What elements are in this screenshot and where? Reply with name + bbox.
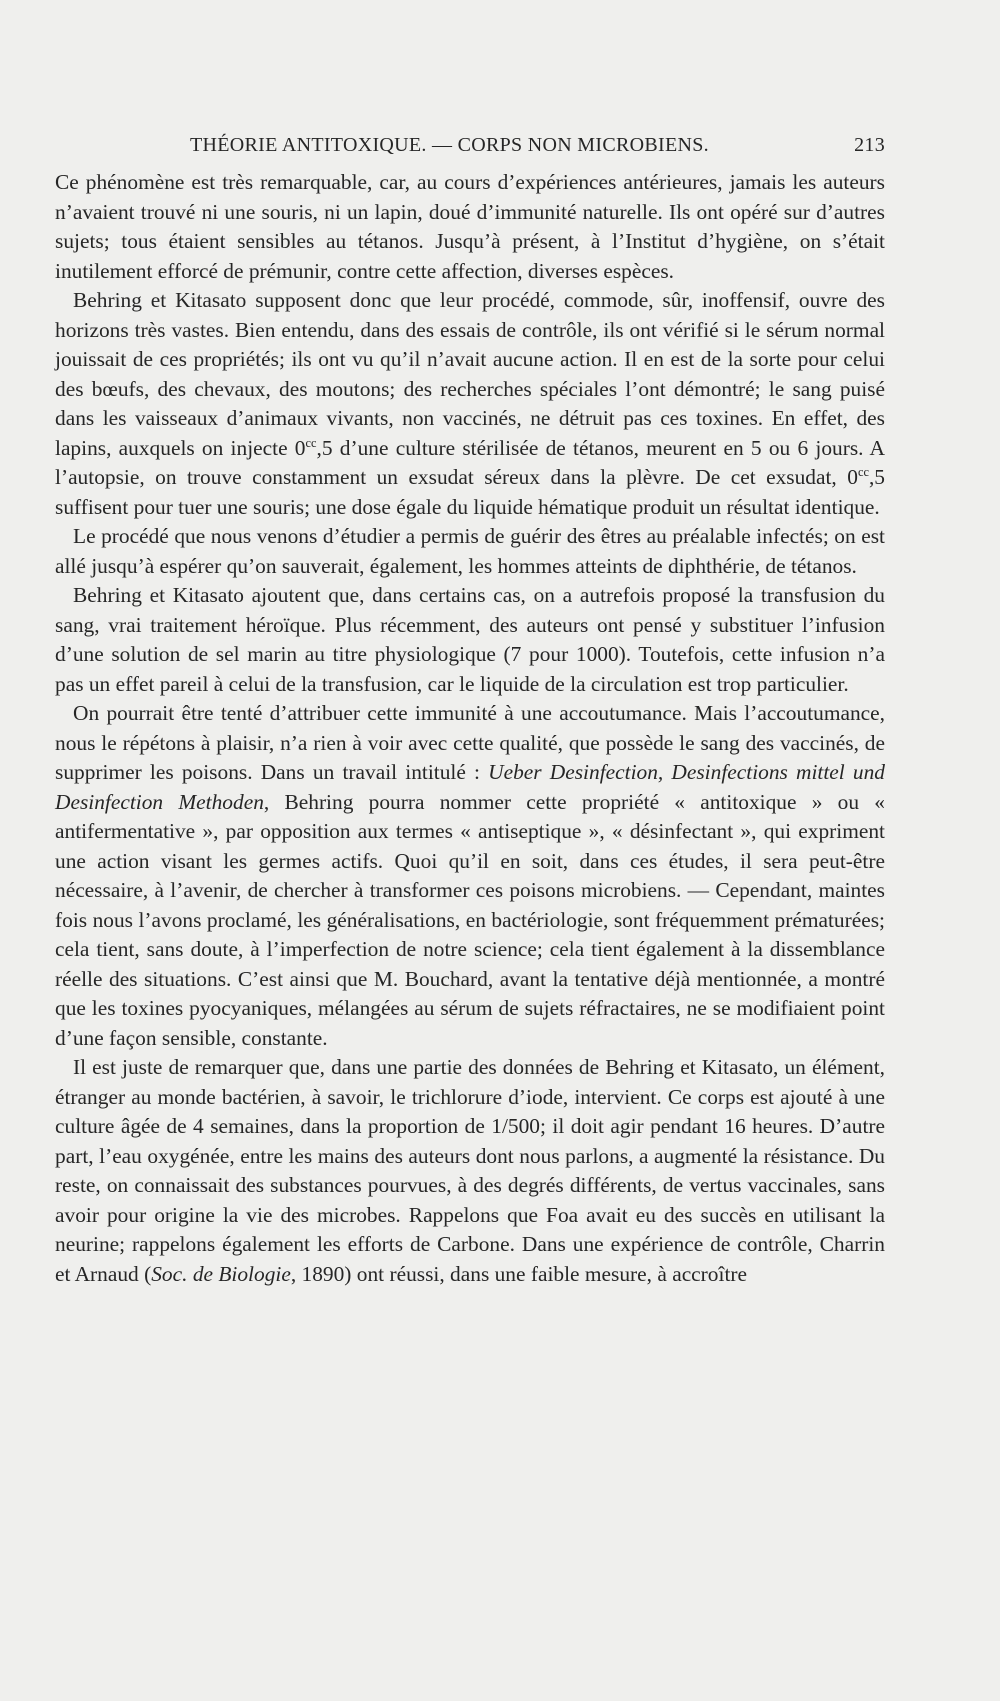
paragraph-2-text-3: ,5 suffisent pour tuer une souris; une dose égale du liquide hématique produit un résultat identique.	[55, 465, 885, 519]
paragraph-4-text: Behring et Kitasato ajoutent que, dans certains cas, on a autrefois proposé la transfusion du sang, vrai traitement héroïque. Plus récemment, des auteurs ont pensé y substituer l’infusion d’une solution de sel marin au titre physiologique (7 pour 1000). Toutefois, cette infusion n’a pas un effet pareil à celui de la transfusion, car le liquide de la circulation est trop particulier.	[55, 583, 885, 696]
cited-journal: Soc. de Biologie	[151, 1261, 291, 1286]
paragraph-6-text-2: , 1890) ont réussi, dans une faible mesure, à accroître	[290, 1261, 747, 1286]
paragraph-1-text: Ce phénomène est très remarquable, car, au cours d’expériences antérieures, jamais les auteurs n’avaient trouvé ni une souris, ni un lapin, doué d’immunité naturelle. Ils ont opéré sur d’autres sujets; tous étaient sensibles au tétanos. Jusqu’à présent, à l’Institut d’hygiène, on s’était inutilement efforcé de prémunir, contre cette affection, diverses espèces.	[55, 170, 885, 283]
cubic-centimeter-superscript: cc	[305, 435, 317, 450]
paragraph-6	[55, 1053, 885, 1289]
paragraph-6-text-1: Il est juste de remarquer que, dans une partie des données de Behring et Kitasato, un élément, étranger au monde bactérien, à savoir, le trichlorure d’iode, intervient. Ce corps est ajouté à une culture âgée de 4 semaines, dans la proportion de 1/500; il doit agir pendant 16 heures. D’autre part, l’eau oxygénée, entre les mains des auteurs dont nous parlons, a augmenté la résistance. Du reste, on connaissait des substances pourvues, à des degrés différents, de vertus vaccinales, sans avoir pour origine la vie des microbes. Rappelons que Foa avait eu des succès en utilisant la neurine; rappelons également les efforts de Carbone. Dans une expérience de contrôle, Charrin et Arnaud (	[55, 1055, 885, 1286]
paragraph-1	[55, 168, 885, 286]
paragraph-5-text-2: , Behring pourra nommer cette propriété « antitoxique » ou « antifermentative », par opposition aux termes « antiseptique », « désinfectant », qui expriment une action visant les germes actifs. Quoi qu’il en soit, dans ces études, il sera peut-être nécessaire, à l’avenir, de chercher à transformer ces poisons microbiens. — Cependant, maintes fois nous l’avons proclamé, les généralisations, en bactériologie, sont fréquemment prématurées; cela tient, sans doute, à l’imperfection de notre science; cela tient également à la dissemblance réelle des situations. C’est ainsi que M. Bouchard, avant la tentative déjà mentionnée, a montré que les toxines pyocyaniques, mélangées au sérum de sujets réfractaires, ne se modifiaient point d’une façon sensible, constante.	[55, 789, 885, 1050]
text-block	[55, 134, 885, 1289]
paragraph-3	[55, 522, 885, 581]
running-title: THÉORIE ANTITOXIQUE. — CORPS NON MICROBIENS.	[190, 134, 709, 156]
cubic-centimeter-superscript: cc	[857, 464, 869, 479]
body-text	[55, 168, 885, 1289]
page-number: 213	[854, 134, 885, 156]
paragraph-2-text-2: ,5 d’une culture stérilisée de tétanos, meurent en 5 ou 6 jours. A l’autopsie, on trouve constamment un exsudat séreux dans la plèvre. De cet exsudat, 0	[55, 435, 885, 489]
paragraph-3-text: Le procédé que nous venons d’étudier a permis de guérir des êtres au préalable infectés; on est allé jusqu’à espérer qu’on sauverait, également, les hommes atteints de diphthérie, de tétanos.	[55, 524, 885, 578]
paragraph-5-text-1: On pourrait être tenté d’attribuer cette immunité à une accoutumance. Mais l’accoutumance, nous le répétons à plaisir, n’a rien à voir avec cette qualité, que possède le sang des vaccinés, de supprimer les poisons. Dans un travail intitulé :	[55, 701, 885, 784]
running-head	[55, 134, 885, 168]
paragraph-2	[55, 286, 885, 522]
paragraph-2-text-1: Behring et Kitasato supposent donc que leur procédé, commode, sûr, inoffensif, ouvre des horizons très vastes. Bien entendu, dans des essais de contrôle, ils ont vérifié si le sérum normal jouissait de ces propriétés; ils ont vu qu’il n’avait aucune action. Il en est de la sorte pour celui des bœufs, des chevaux, des moutons; des recherches spéciales l’ont démontré; le sang puisé dans les vaisseaux d’animaux vivants, non vaccinés, ne détruit pas ces toxines. En effet, des lapins, auxquels on injecte 0	[55, 288, 885, 460]
paragraph-5	[55, 699, 885, 1053]
cited-title: Ueber Desinfection, Desinfections mittel und Desinfection Methoden	[55, 760, 886, 814]
paragraph-4	[55, 581, 885, 699]
